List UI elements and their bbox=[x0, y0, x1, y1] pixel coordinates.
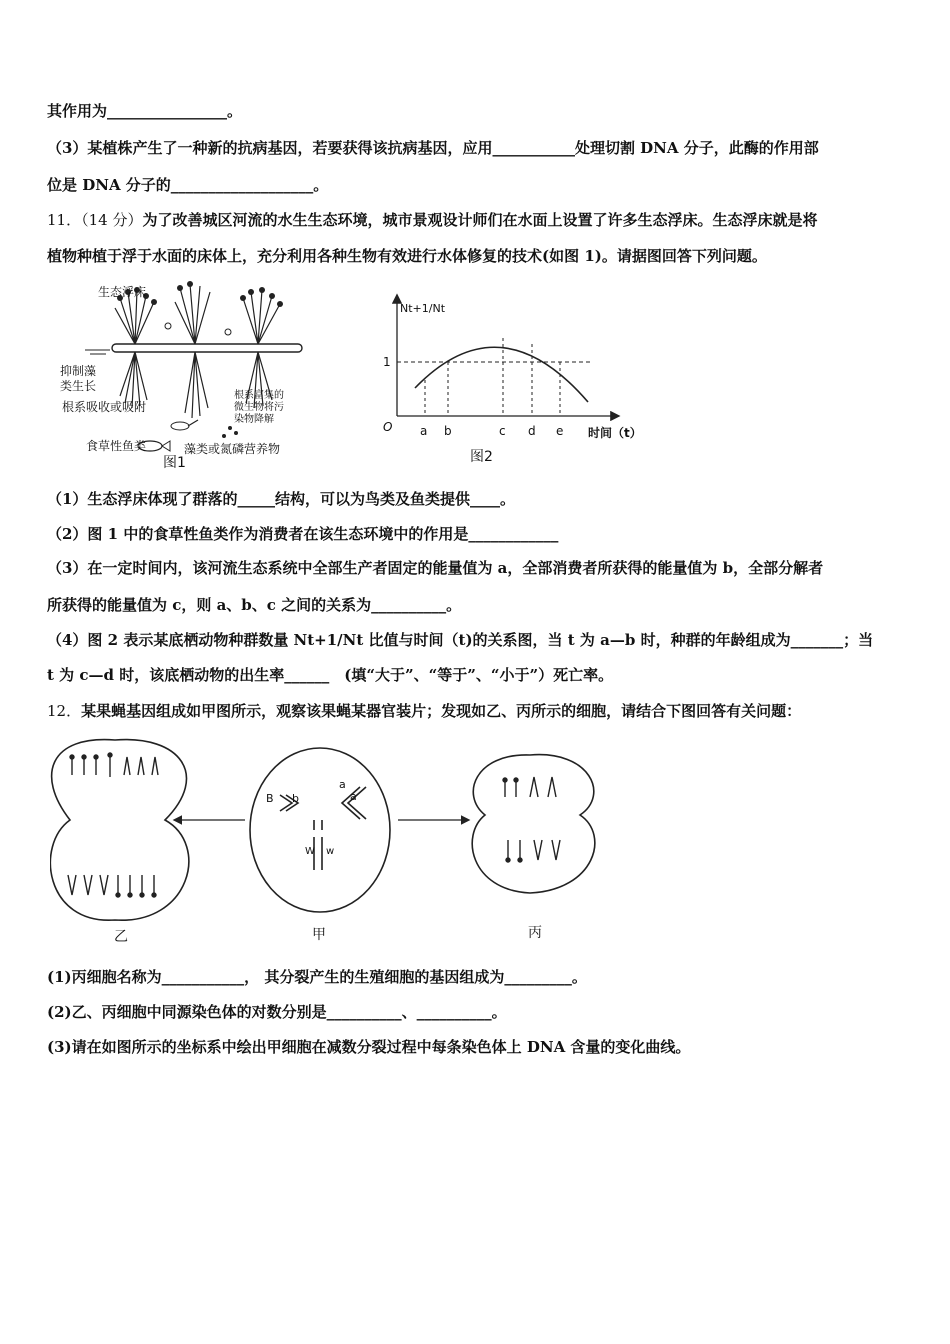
text-line-1: 其作用为________________。 bbox=[47, 102, 243, 120]
text-line-11: t 为 c—d 时，该底栖动物的出生率______ (填“大于”、“等于”、“小于”）死亡率。 bbox=[47, 666, 614, 684]
fig2-one-label: 1 bbox=[383, 355, 391, 369]
gene-label-a2: a bbox=[350, 790, 357, 803]
text-line-9: 所获得的能量值为 c，则 a、b、c 之间的关系为__________。 bbox=[47, 596, 462, 614]
fig1-caption: 图1 bbox=[163, 455, 186, 471]
cell-division-figure bbox=[50, 735, 610, 935]
cell-label-jia: 甲 bbox=[312, 927, 326, 943]
text-line-15: (3)请在如图所示的坐标系中绘出甲细胞在减数分裂过程中每条染色体上 DNA 含量的变化曲线。 bbox=[47, 1038, 691, 1056]
fig1-label-suppress-2: 类生长 bbox=[60, 379, 97, 393]
fig1-label-microbe-3: 染物降解 bbox=[234, 414, 274, 425]
fig2-tick-a: a bbox=[420, 424, 428, 438]
fig1-title: 生态浮床 bbox=[98, 285, 147, 299]
question-12-intro bbox=[47, 701, 903, 721]
text-line-3: 位是 DNA 分子的___________________。 bbox=[47, 176, 329, 194]
fig1-label-microbe-2: 微生物将污 bbox=[234, 402, 284, 413]
gene-label-w: w bbox=[326, 846, 335, 857]
fig1-label-suppress: 抑制藻 bbox=[60, 364, 97, 378]
question-12-number: 12． bbox=[47, 702, 82, 720]
fig2-caption: 图2 bbox=[470, 449, 493, 465]
fig1-label-microbe-1: 根系富集的 bbox=[234, 390, 284, 401]
text-line-10: （4）图 2 表示某底栖动物种群数量 Nt+1/Nt 比值与时间（t)的关系图，当 t 为 a—b 时，种群的年龄组成为_______；当 bbox=[47, 631, 874, 649]
gene-label-a1: a bbox=[339, 778, 346, 791]
fig2-x-label: 时间（t） bbox=[588, 426, 642, 440]
gene-label-W: W bbox=[305, 846, 315, 857]
fig1-label-absorb: 根系吸收或吸附 bbox=[62, 400, 147, 414]
cell-jia bbox=[250, 748, 390, 912]
fig2-tick-b: b bbox=[444, 424, 452, 438]
cell-bing bbox=[472, 755, 595, 893]
text-line-2: （3）某植株产生了一种新的抗病基因，若要获得该抗病基因，应用___________处理切割 DNA 分子，此酶的作用部 bbox=[47, 139, 819, 157]
fig1-label-algae: 藻类或氮磷营养物 bbox=[184, 442, 281, 456]
text-line-8: （3）在一定时间内，该河流生态系统中全部生产者固定的能量值为 a，全部消费者所获得的能量值为 b，全部分解者 bbox=[47, 559, 824, 577]
question-11-number: 11．（14 分） bbox=[47, 211, 143, 229]
fig2-origin: O bbox=[383, 420, 393, 434]
question-11-intro bbox=[47, 210, 903, 230]
text-line-5: 植物种植于浮于水面的床体上，充分利用各种生物有效进行水体修复的技术(如图 1)。请据图回答下列问题。 bbox=[47, 247, 767, 265]
fig2-tick-d: d bbox=[528, 424, 536, 438]
question-11-text: 为了改善城区河流的水生生态环境，城市景观设计师们在水面上设置了许多生态浮床。生态浮床就是将 bbox=[142, 211, 818, 229]
gene-label-b: b bbox=[292, 792, 299, 805]
cell-label-yi: 乙 bbox=[114, 929, 128, 945]
fig2-tick-c: c bbox=[499, 424, 506, 438]
fig2-tick-e: e bbox=[556, 424, 564, 438]
text-line-13: (1)丙细胞名称为___________， 其分裂产生的生殖细胞的基因组成为_________。 bbox=[47, 968, 587, 986]
fig1-label-fish: 食草性鱼类 bbox=[86, 439, 147, 453]
question-12-text: 某果蝇基因组成如甲图所示，观察该果蝇某器官装片；发现如乙、丙所示的细胞，请结合下图回答有关问题： bbox=[81, 702, 802, 720]
text-line-7: （2）图 1 中的食草性鱼类作为消费者在该生态环境中的作用是____________ bbox=[47, 525, 559, 543]
text-line-14: (2)乙、丙细胞中同源染色体的对数分别是__________、__________。 bbox=[47, 1003, 507, 1021]
fig2-curve bbox=[415, 347, 588, 402]
gene-label-B: B bbox=[266, 792, 274, 805]
cell-label-bing: 丙 bbox=[528, 925, 542, 941]
fig2-y-label: Nt+1/Nt bbox=[400, 302, 446, 315]
text-line-6: （1）生态浮床体现了群落的_____结构，可以为鸟类及鱼类提供____。 bbox=[47, 490, 515, 508]
